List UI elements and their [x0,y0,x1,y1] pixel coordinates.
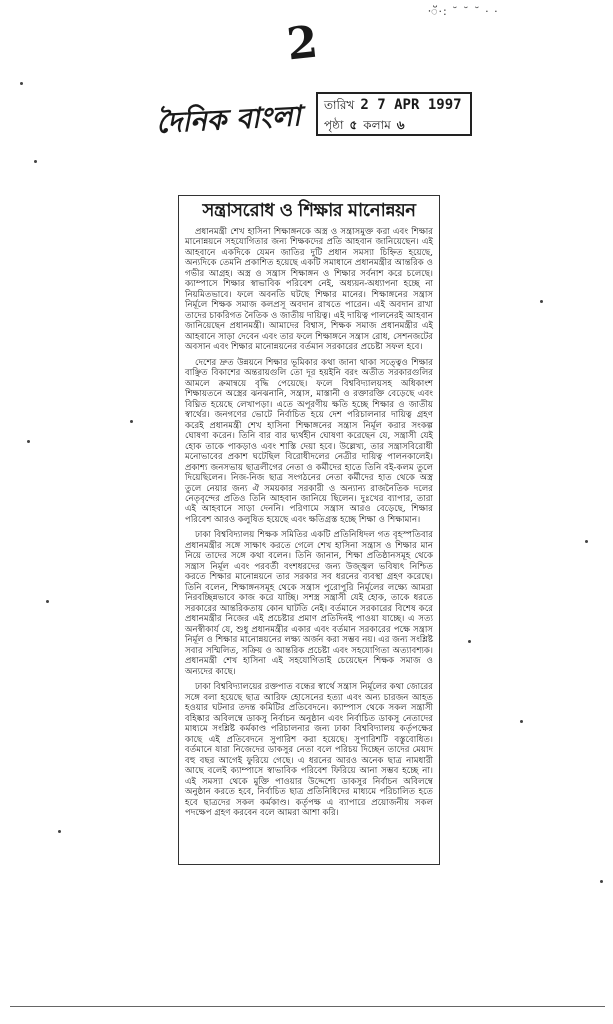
scan-speck [520,720,523,723]
stamp-date: 2 7 APR 1997 [360,97,462,113]
scan-speck [58,830,61,833]
scan-edge-line [10,1006,605,1007]
article-paragraph: ঢাকা বিশ্ববিদ্যালয় শিক্ষক সমিতির একটি প্রতিনিধিদল গত বৃহস্পতিবার প্রধানমন্ত্রীর সঙ্গে সাক্ষাৎ করতে গেলে শেখ হাসিনা সন্ত্রাস ও শিক্ষার মান নিয়ে তাদের সঙ্গে কথা বলেন। তিনি জানান, শিক্ষা প্রতিষ্ঠানসমূহ থেকে সন্ত্রাস নির্মূল এবং পরবর্তী বংশধরদের জন্য উজ্জ্বল ভবিষ্যৎ নিশ্চিত করতে শিক্ষার মানোন্নয়নে তার সরকার সব ধরনের ব্যবস্থা গ্রহণ করেছে। তিনি বলেন, শিক্ষাঙ্গনসমূহ থেকে সন্ত্রাস পুরোপুরি নির্মূলের লক্ষ্যে আমরা নিরবচ্ছিন্নভাবে কাজ করে যাচ্ছি। সশস্ত্র সন্ত্রাসী যেই হোক, তাকে ধরতে সরকারের আন্তরিকতায় কোন ঘাটতি নেই। বর্তমানে সরকারের বিশেষ করে প্রধানমন্ত্রীর নিজের এই প্রচেষ্টার প্রমাণ প্রতিদিনই পাওয়া যাচ্ছে। এ সত্য অনস্বীকার্য যে, শুধু প্রধানমন্ত্রীর একার এবং বর্তমান সরকারের পক্ষে সন্ত্রাস নির্মূল ও শিক্ষার মানোন্নয়নের লক্ষ্য অর্জন করা সম্ভব নয়। এর জন্য সংশ্লিষ্ট সবার সম্মিলিত, সক্রিয় ও আন্তরিক প্রচেষ্টা এবং সহযোগিতা অত্যাবশ্যক। প্রধানমন্ত্রী শেখ হাসিনা এই সহযোগিতাই চেয়েছেন শিক্ষক সমাজ ও অন্যদের কাছে। [185,530,433,677]
scan-speck [130,420,133,423]
stamp-column-label: কলাম [363,118,391,132]
scan-speck [20,82,23,85]
scan-speck [600,880,603,883]
article-paragraph: প্রধানমন্ত্রী শেখ হাসিনা শিক্ষাঙ্গনকে অস্ত্র ও সন্ত্রাসমুক্ত করা এবং শিক্ষার মানোন্নয়নে সহযোগিতার জন্য শিক্ষকদের প্রতি আহবান জানিয়েছেন। এই আহবানে একদিকে যেমন জাতির দুটি প্রধান সমস্যা চিহ্নিত হয়েছে, অন্যদিকে তেমনি প্রকাশিত হয়েছে একটি সমাধানে প্রধানমন্ত্রীর আন্তরিক ও গভীর আগ্রহ। অস্ত্র ও সন্ত্রাস শিক্ষাঙ্গন ও শিক্ষার সর্বনাশ করে চলেছে। ক্যাম্পাসে শিক্ষার স্বাভাবিক পরিবেশ নেই, অধ্যয়ন-অধ্যাপনা হচ্ছে না নিয়মিতভাবে। ফলে অবনতি ঘটছে শিক্ষার মানের। শিক্ষাঙ্গনের সন্ত্রাস নির্মূলে শিক্ষক সমাজ কলপ্রসূ অবদান রাখতে পারেন। এই অবদান রাখা তাদের চাকরিগত নৈতিক ও জাতীয় দায়িত্ব। এই দায়িত্ব পালনেরই আহবান জানিয়েছেন প্রধানমন্ত্রী। আমাদের বিশ্বাস, শিক্ষক সমাজ প্রধানমন্ত্রীর এই আহবানে সাড়া দেবেন এবং তার ফলে শিক্ষাঙ্গনে সন্ত্রাস রোধ, সেশনজটের অবসান এবং শিক্ষার মানোন্নয়নের বর্তমান সরকারের প্রচেষ্টা সফল হবে। [185,226,433,353]
scan-speck [540,300,543,303]
scan-speck [27,440,30,443]
page-number: 2 [284,16,321,71]
date-stamp [316,92,472,136]
stamp-date-row [324,97,464,117]
stamp-date-label: তারিখ [324,98,355,112]
scan-speck [585,540,588,543]
stamp-page-row [324,117,464,137]
stamp-page: ৫ [349,118,358,132]
scan-speck [34,160,37,163]
editorial-clipping [178,195,440,865]
margin-scribble: ·ॅ·: ˘ ˘ ˘ · · [428,5,499,18]
scan-speck [468,640,471,643]
article-paragraph: ঢাকা বিশ্ববিদ্যালয়ের রক্তপাত বন্ধের স্বার্থে সন্ত্রাস নির্মূলের কথা জোরের সঙ্গে বলা হয়েছে ছাত্র আরিফ হোসেনের হত্যা এবং অন্য চারজন আহত হওয়ার ঘটনার তদন্ত কমিটির প্রতিবেদনে। ক্যাম্পাস থেকে সকল সন্ত্রাসী বহিষ্কার অবিলম্বে ডাকসু নির্বাচন অনুষ্ঠান এবং নির্বাচিত ডাকসু নেতাদের মাধ্যমে সংশ্লিষ্ট কর্মকাণ্ড পরিচালনার জন্য ঢাকা বিশ্ববিদ্যালয় কর্তৃপক্ষের কাছে এই প্রতিবেদনে সুপারিশ করা হয়েছে। সুপারিশটি বস্তুবোধিত। বর্তমানে যারা নিজেদের ডাকসুর নেতা বলে পরিচয় দিচ্ছেন তাদের মেয়াদ বহু বছর আগেই ফুরিয়ে গেছে। এ ধরনের আরও অনেক ছাত্র নামধারী আছে বলেই ক্যাম্পাসে স্বাভাবিক পরিবেশ ফিরিয়ে আনা সম্ভব হচ্ছে না। এই সমস্যা থেকে মুক্তি পাওয়ার উদ্দেশ্যে ডাকসুর নির্বাচন অবিলম্বে অনুষ্ঠান করতে হবে, নির্বাচিত ছাত্র প্রতিনিধিদের মাধ্যমে পরিচালিত হতে হবে ছাত্রদের সকল কর্মকাণ্ড। কর্তৃপক্ষ এ ব্যাপারে প্রয়োজনীয় সকল পদক্ষেপ গ্রহণ করবেন বলে আমরা আশা করি। [185,682,434,819]
article-headline: সন্ত্রাসরোধ ও শিক্ষার মানোন্নয়ন [202,200,416,221]
article-paragraph: দেশের দ্রুত উন্নয়নে শিক্ষার ভূমিকার কথা জানা থাকা সত্ত্বেও শিক্ষার বাঞ্ছিত বিকাশের অন্তরায়গুলি তো দূর হয়ইনি বরং অতীত সরকারগুলির আমলে ক্রমান্বয়ে বৃদ্ধি পেয়েছে। ফলে বিশ্ববিদ্যালয়সহ অধিকাংশ শিক্ষায়তনে অস্ত্রের ঝনঝনানি, সন্ত্রাস, মাস্তানী ও রক্তারক্তি বেড়েছে এবং বিঘ্নিত হয়েছে লেখাপড়া। এতে অপূরণীয় ক্ষতি হচ্ছে শিক্ষার ও জাতীয় স্বার্থের। জনগণের ভোটে নির্বাচিত হয়ে দেশ পরিচালনার দায়িত্ব গ্রহণ করেই প্রধানমন্ত্রী শেখ হাসিনা শিক্ষাঙ্গনের সন্ত্রাস নির্মূল করার সংকল্প ঘোষণা করেন। তিনি বার বার দ্ব্যর্থহীন ঘোষণা করেছেন যে, সন্ত্রাসী যেই হোক তাকে পাকড়াও এবং শাস্তি দেয়া হবে। উল্লেখ্য, তার সন্ত্রাসবিরোধী মনোভাবের প্রকাশ ঘটেছিল বিরোধীদলের নেত্রীর দায়িত্ব পালনকালেই। প্রকাশ্য জনসভায় ছাত্রলীগের নেতা ও কর্মীদের হাতে তিনি বই-কলম তুলে দিয়েছিলেন। নিজ-নিজ ছাত্র সংগঠনের নেতা কর্মীদের হাত থেকে অস্ত্র তুলে নেয়ার জন্য ঐ সময়কার সরকারী ও অন্যান্য রাজনৈতিক দলের নেতৃবৃন্দের প্রতিও তিনি আহবান জানিয়ে ছিলেন। দুঃখের ব্যাপার, তারা এই আহবানে সাড়া দেননি। পরিণামে সন্ত্রাস আরও বেড়েছে, শিক্ষার পরিবেশ আরও কলুষিত হয়েছে এবং ক্ষতিগ্রস্ত হচ্ছে শিক্ষা ও শিক্ষামান। [185,357,433,525]
stamp-column: ৬ [396,118,405,132]
scan-speck [46,600,49,603]
newspaper-masthead: দৈনিক বাংলা [155,99,302,140]
stamp-page-label: পৃষ্ঠা [324,118,344,132]
